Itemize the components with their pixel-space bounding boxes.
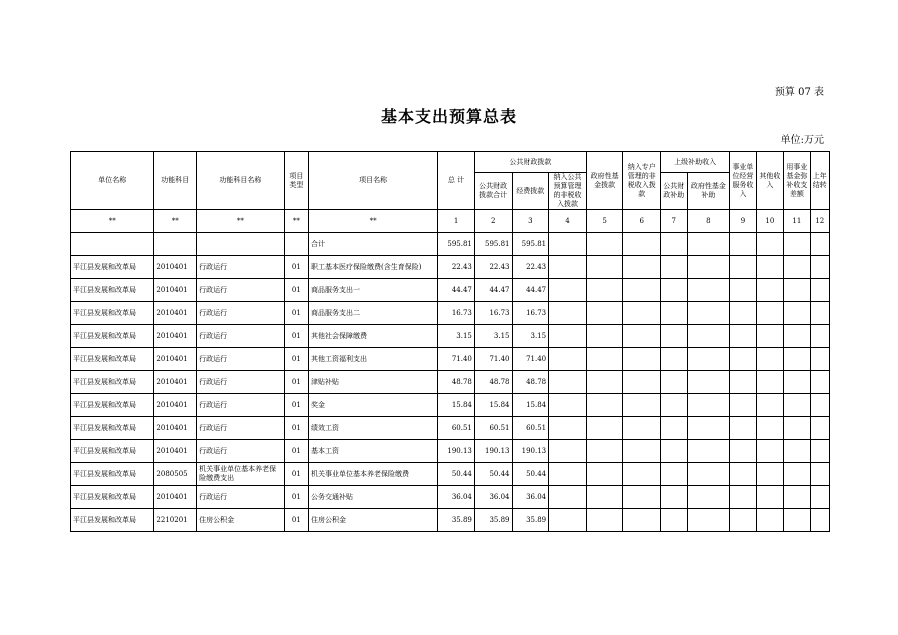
cell-func-code: 2010401 bbox=[154, 486, 197, 509]
empty-cell bbox=[730, 279, 756, 302]
empty-cell bbox=[756, 463, 783, 486]
empty-cell bbox=[623, 302, 661, 325]
empty-cell bbox=[623, 486, 661, 509]
cell-item-type: 01 bbox=[284, 348, 308, 371]
index-cell: 6 bbox=[623, 210, 661, 233]
cell-unit-name: 平江县发展和改革局 bbox=[71, 463, 154, 486]
col-item-type: 项目类型 bbox=[284, 152, 308, 210]
cell-item-type: 01 bbox=[284, 371, 308, 394]
cell-unit-name: 平江县发展和改革局 bbox=[71, 440, 154, 463]
cell-func-name: 行政运行 bbox=[197, 256, 284, 279]
page-title: 基本支出预算总表 bbox=[380, 107, 517, 126]
empty-cell bbox=[730, 486, 756, 509]
cell-func-code: 2010401 bbox=[154, 417, 197, 440]
cell-unit-name: 平江县发展和改革局 bbox=[71, 256, 154, 279]
cell-unit-name: 平江县发展和改革局 bbox=[71, 486, 154, 509]
empty-cell bbox=[549, 463, 587, 486]
cell-unit-name: 平江县发展和改革局 bbox=[71, 509, 154, 532]
cell-public-total: 36.04 bbox=[474, 486, 512, 509]
empty-cell bbox=[549, 325, 587, 348]
col-fund-makeup: 用事业基金弥补收支差额 bbox=[784, 152, 810, 210]
cell-unit-name: 平江县发展和改革局 bbox=[71, 325, 154, 348]
empty-cell bbox=[730, 440, 756, 463]
empty-cell bbox=[810, 302, 829, 325]
empty-cell bbox=[810, 256, 829, 279]
cell-item-type: 01 bbox=[284, 486, 308, 509]
empty-cell bbox=[810, 463, 829, 486]
empty-cell bbox=[784, 279, 810, 302]
index-cell: 9 bbox=[730, 210, 756, 233]
empty-cell bbox=[756, 440, 783, 463]
form-number: 预算 07 表 bbox=[774, 87, 824, 98]
cell-item-name: 津贴补贴 bbox=[309, 371, 438, 394]
cell-item-name: 其他工资福利支出 bbox=[309, 348, 438, 371]
empty-cell bbox=[730, 394, 756, 417]
empty-cell bbox=[623, 325, 661, 348]
col-public-budget-total: 公共财政拨款合计 bbox=[474, 173, 512, 210]
table-row bbox=[71, 371, 830, 394]
empty-cell bbox=[549, 256, 587, 279]
cell-expense: 48.78 bbox=[512, 371, 549, 394]
empty-cell bbox=[661, 486, 687, 509]
col-expense-appropriation: 经费拨款 bbox=[512, 173, 549, 210]
empty-cell bbox=[730, 509, 756, 532]
cell-item-name: 绩效工资 bbox=[309, 417, 438, 440]
empty-cell bbox=[623, 463, 661, 486]
index-cell: 7 bbox=[661, 210, 687, 233]
empty-cell bbox=[586, 256, 623, 279]
empty-cell bbox=[687, 348, 730, 371]
empty-cell bbox=[810, 325, 829, 348]
empty-cell bbox=[549, 394, 587, 417]
index-cell: ** bbox=[154, 210, 197, 233]
cell-item-type: 01 bbox=[284, 302, 308, 325]
empty-cell bbox=[586, 302, 623, 325]
empty-cell bbox=[784, 325, 810, 348]
empty-cell bbox=[687, 394, 730, 417]
empty-cell bbox=[549, 279, 587, 302]
empty-cell bbox=[730, 348, 756, 371]
cell-item-name: 住房公积金 bbox=[309, 509, 438, 532]
empty-cell bbox=[661, 279, 687, 302]
empty-cell bbox=[661, 463, 687, 486]
empty-cell bbox=[810, 348, 829, 371]
empty-cell bbox=[784, 371, 810, 394]
empty-cell bbox=[687, 509, 730, 532]
empty-cell bbox=[586, 417, 623, 440]
empty-cell bbox=[549, 371, 587, 394]
cell-item-name: 商品服务支出二 bbox=[309, 302, 438, 325]
col-business-income: 事业单位经营服务收入 bbox=[730, 152, 756, 210]
table-row bbox=[71, 256, 830, 279]
empty-cell bbox=[784, 256, 810, 279]
empty-cell bbox=[810, 394, 829, 417]
empty-cell bbox=[756, 302, 783, 325]
cell-unit-name: 平江县发展和改革局 bbox=[71, 302, 154, 325]
empty-cell bbox=[687, 256, 730, 279]
cell-expense: 3.15 bbox=[512, 325, 549, 348]
empty-cell bbox=[756, 394, 783, 417]
empty-cell bbox=[623, 394, 661, 417]
empty-cell bbox=[784, 394, 810, 417]
cell-public-total: 48.78 bbox=[474, 371, 512, 394]
cell-total: 15.84 bbox=[438, 394, 475, 417]
cell-func-name: 机关事业单位基本养老保险缴费支出 bbox=[197, 463, 284, 486]
empty-cell bbox=[661, 417, 687, 440]
table-row bbox=[71, 279, 830, 302]
col-gov-fund: 政府性基金拨款 bbox=[586, 152, 623, 210]
col-superior-public: 公共财政补助 bbox=[661, 173, 687, 210]
index-cell: 11 bbox=[784, 210, 810, 233]
cell-func-code: 2010401 bbox=[154, 325, 197, 348]
cell-item-type: 01 bbox=[284, 463, 308, 486]
table-row bbox=[71, 463, 830, 486]
empty-cell bbox=[623, 279, 661, 302]
cell-public-total: 15.84 bbox=[474, 394, 512, 417]
empty-cell bbox=[623, 371, 661, 394]
index-cell: ** bbox=[197, 210, 284, 233]
index-cell: 3 bbox=[512, 210, 549, 233]
cell-func-code: 2010401 bbox=[154, 394, 197, 417]
cell-expense: 15.84 bbox=[512, 394, 549, 417]
cell-total: 71.40 bbox=[438, 348, 475, 371]
empty-cell bbox=[784, 440, 810, 463]
empty-cell bbox=[549, 486, 587, 509]
index-cell: 2 bbox=[474, 210, 512, 233]
index-cell: ** bbox=[309, 210, 438, 233]
empty-cell bbox=[687, 325, 730, 348]
cell-expense: 44.47 bbox=[512, 279, 549, 302]
cell-func-code: 2210201 bbox=[154, 509, 197, 532]
cell-total: 60.51 bbox=[438, 417, 475, 440]
cell-unit-name: 平江县发展和改革局 bbox=[71, 348, 154, 371]
empty-cell bbox=[586, 348, 623, 371]
summary-row bbox=[71, 233, 830, 256]
cell-item-name: 基本工资 bbox=[309, 440, 438, 463]
cell-func-code: 2010401 bbox=[154, 279, 197, 302]
cell-total: 3.15 bbox=[438, 325, 475, 348]
empty-cell bbox=[756, 371, 783, 394]
cell-public-total: 35.89 bbox=[474, 509, 512, 532]
empty-cell bbox=[687, 417, 730, 440]
cell-item-name: 职工基本医疗保险缴费(含生育保险) bbox=[309, 256, 438, 279]
empty-cell bbox=[784, 417, 810, 440]
cell-func-name: 行政运行 bbox=[197, 394, 284, 417]
index-cell: 1 bbox=[438, 210, 475, 233]
cell-unit-name: 平江县发展和改革局 bbox=[71, 371, 154, 394]
cell-total: 190.13 bbox=[438, 440, 475, 463]
cell-item-type: 01 bbox=[284, 440, 308, 463]
empty-cell bbox=[661, 509, 687, 532]
empty-cell bbox=[623, 417, 661, 440]
empty-cell bbox=[586, 371, 623, 394]
empty-cell bbox=[810, 440, 829, 463]
summary-label: 合计 bbox=[309, 233, 438, 256]
empty-cell bbox=[730, 417, 756, 440]
empty-cell bbox=[756, 325, 783, 348]
index-cell: ** bbox=[284, 210, 308, 233]
cell-expense: 71.40 bbox=[512, 348, 549, 371]
cell-func-name: 行政运行 bbox=[197, 440, 284, 463]
empty-cell bbox=[756, 279, 783, 302]
cell-public-total: 16.73 bbox=[474, 302, 512, 325]
empty-cell bbox=[810, 417, 829, 440]
col-unit-name: 单位名称 bbox=[71, 152, 154, 210]
cell-func-code: 2010401 bbox=[154, 348, 197, 371]
cell-item-type: 01 bbox=[284, 325, 308, 348]
cell-item-type: 01 bbox=[284, 509, 308, 532]
empty-cell bbox=[784, 302, 810, 325]
empty-cell bbox=[756, 486, 783, 509]
empty-cell bbox=[756, 256, 783, 279]
unit-label: 单位:万元 bbox=[780, 135, 824, 146]
cell-expense: 36.04 bbox=[512, 486, 549, 509]
empty-cell bbox=[549, 509, 587, 532]
cell-unit-name: 平江县发展和改革局 bbox=[71, 394, 154, 417]
empty-cell bbox=[730, 463, 756, 486]
summary-total: 595.81 bbox=[438, 233, 475, 256]
empty-cell bbox=[756, 509, 783, 532]
empty-cell bbox=[623, 256, 661, 279]
cell-item-type: 01 bbox=[284, 394, 308, 417]
cell-func-code: 2010401 bbox=[154, 256, 197, 279]
empty-cell bbox=[756, 417, 783, 440]
index-cell: 8 bbox=[687, 210, 730, 233]
table-row bbox=[71, 417, 830, 440]
empty-cell bbox=[730, 371, 756, 394]
cell-public-total: 71.40 bbox=[474, 348, 512, 371]
index-cell: 10 bbox=[756, 210, 783, 233]
empty-cell bbox=[784, 348, 810, 371]
cell-expense: 16.73 bbox=[512, 302, 549, 325]
empty-cell bbox=[586, 463, 623, 486]
empty-cell bbox=[687, 302, 730, 325]
empty-cell bbox=[730, 325, 756, 348]
cell-public-total: 190.13 bbox=[474, 440, 512, 463]
col-superior-gov-fund: 政府性基金补助 bbox=[687, 173, 730, 210]
empty-cell bbox=[661, 325, 687, 348]
empty-cell bbox=[784, 486, 810, 509]
table-row bbox=[71, 302, 830, 325]
empty-cell bbox=[730, 302, 756, 325]
cell-public-total: 44.47 bbox=[474, 279, 512, 302]
empty-cell bbox=[661, 394, 687, 417]
empty-cell bbox=[730, 256, 756, 279]
table-row bbox=[71, 486, 830, 509]
empty-cell bbox=[586, 279, 623, 302]
cell-total: 16.73 bbox=[438, 302, 475, 325]
col-nontax-special: 纳入专户管理的非税收入拨款 bbox=[623, 152, 661, 210]
index-row bbox=[71, 210, 830, 233]
cell-public-total: 50.44 bbox=[474, 463, 512, 486]
cell-unit-name: 平江县发展和改革局 bbox=[71, 417, 154, 440]
index-cell: 12 bbox=[810, 210, 829, 233]
empty-cell bbox=[810, 509, 829, 532]
empty-cell bbox=[687, 463, 730, 486]
cell-expense: 50.44 bbox=[512, 463, 549, 486]
empty-cell bbox=[687, 486, 730, 509]
cell-func-code: 2010401 bbox=[154, 371, 197, 394]
empty-cell bbox=[810, 486, 829, 509]
empty-cell bbox=[623, 348, 661, 371]
empty-cell bbox=[756, 348, 783, 371]
col-func-code: 功能科目 bbox=[154, 152, 197, 210]
empty-cell bbox=[661, 256, 687, 279]
empty-cell bbox=[661, 348, 687, 371]
empty-cell bbox=[661, 302, 687, 325]
col-superior-subsidy: 上级补助收入 bbox=[661, 152, 730, 173]
cell-item-name: 其他社会保障缴费 bbox=[309, 325, 438, 348]
index-cell: 4 bbox=[549, 210, 587, 233]
cell-item-name: 商品服务支出一 bbox=[309, 279, 438, 302]
cell-func-name: 行政运行 bbox=[197, 302, 284, 325]
cell-total: 50.44 bbox=[438, 463, 475, 486]
cell-expense: 35.89 bbox=[512, 509, 549, 532]
empty-cell bbox=[661, 371, 687, 394]
cell-func-name: 行政运行 bbox=[197, 325, 284, 348]
cell-func-name: 住房公积金 bbox=[197, 509, 284, 532]
cell-item-name: 公务交通补贴 bbox=[309, 486, 438, 509]
cell-func-code: 2010401 bbox=[154, 302, 197, 325]
empty-cell bbox=[549, 302, 587, 325]
col-func-name: 功能科目名称 bbox=[197, 152, 284, 210]
empty-cell bbox=[784, 509, 810, 532]
cell-expense: 60.51 bbox=[512, 417, 549, 440]
cell-func-name: 行政运行 bbox=[197, 486, 284, 509]
col-last-year-carry: 上年结转 bbox=[810, 152, 829, 210]
index-cell: ** bbox=[71, 210, 154, 233]
empty-cell bbox=[586, 486, 623, 509]
cell-public-total: 3.15 bbox=[474, 325, 512, 348]
cell-public-total: 60.51 bbox=[474, 417, 512, 440]
summary-expense: 595.81 bbox=[512, 233, 549, 256]
cell-total: 44.47 bbox=[438, 279, 475, 302]
cell-public-total: 22.43 bbox=[474, 256, 512, 279]
empty-cell bbox=[549, 348, 587, 371]
empty-cell bbox=[586, 440, 623, 463]
empty-cell bbox=[586, 509, 623, 532]
cell-item-name: 机关事业单位基本养老保险缴费 bbox=[309, 463, 438, 486]
cell-total: 36.04 bbox=[438, 486, 475, 509]
col-public-finance: 公共财政拨款 bbox=[474, 152, 586, 173]
empty-cell bbox=[661, 440, 687, 463]
empty-cell bbox=[784, 463, 810, 486]
empty-cell bbox=[687, 440, 730, 463]
table-row bbox=[71, 394, 830, 417]
cell-item-type: 01 bbox=[284, 256, 308, 279]
col-item-name: 项目名称 bbox=[309, 152, 438, 210]
empty-cell bbox=[586, 394, 623, 417]
budget-table bbox=[70, 151, 830, 532]
cell-func-code: 2010401 bbox=[154, 440, 197, 463]
cell-item-type: 01 bbox=[284, 279, 308, 302]
cell-func-name: 行政运行 bbox=[197, 279, 284, 302]
cell-expense: 190.13 bbox=[512, 440, 549, 463]
summary-public-total: 595.81 bbox=[474, 233, 512, 256]
table-row bbox=[71, 348, 830, 371]
empty-cell bbox=[549, 417, 587, 440]
empty-cell bbox=[810, 279, 829, 302]
empty-cell bbox=[623, 440, 661, 463]
cell-unit-name: 平江县发展和改革局 bbox=[71, 279, 154, 302]
cell-expense: 22.43 bbox=[512, 256, 549, 279]
table-row bbox=[71, 440, 830, 463]
empty-cell bbox=[623, 509, 661, 532]
cell-item-type: 01 bbox=[284, 417, 308, 440]
cell-func-code: 2080505 bbox=[154, 463, 197, 486]
empty-cell bbox=[687, 371, 730, 394]
cell-func-name: 行政运行 bbox=[197, 371, 284, 394]
cell-func-name: 行政运行 bbox=[197, 417, 284, 440]
col-nontax-in-budget: 纳入公共预算管理的非税收入拨款 bbox=[549, 173, 587, 210]
empty-cell bbox=[687, 279, 730, 302]
cell-item-name: 奖金 bbox=[309, 394, 438, 417]
col-total: 总 计 bbox=[438, 152, 475, 210]
table-row bbox=[71, 325, 830, 348]
empty-cell bbox=[586, 325, 623, 348]
empty-cell bbox=[549, 440, 587, 463]
index-cell: 5 bbox=[586, 210, 623, 233]
table-row bbox=[71, 509, 830, 532]
cell-total: 22.43 bbox=[438, 256, 475, 279]
col-other-income: 其他收入 bbox=[756, 152, 783, 210]
empty-cell bbox=[810, 371, 829, 394]
cell-total: 48.78 bbox=[438, 371, 475, 394]
cell-total: 35.89 bbox=[438, 509, 475, 532]
cell-func-name: 行政运行 bbox=[197, 348, 284, 371]
